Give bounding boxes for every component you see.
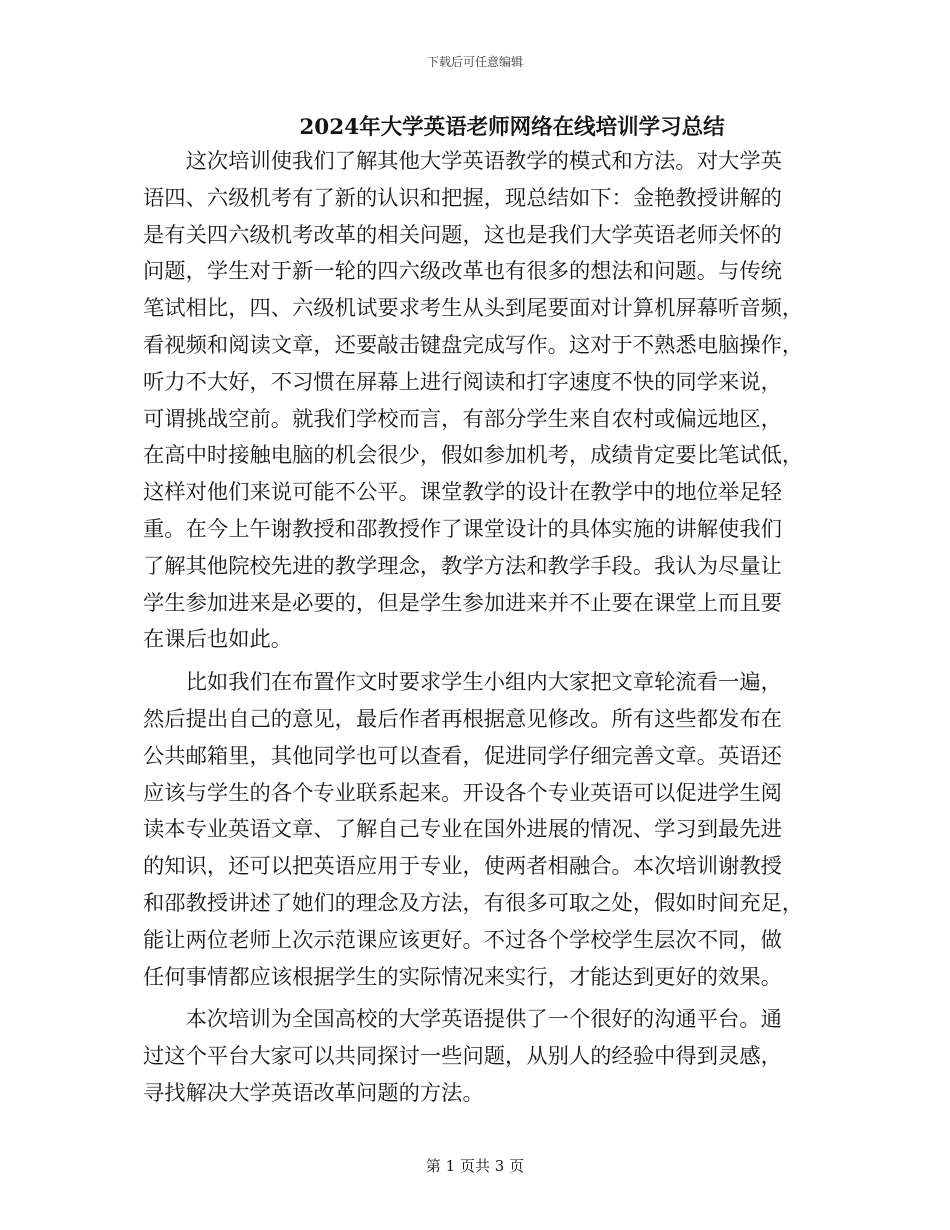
document-title: 2024年大学英语老师网络在线培训学习总结 bbox=[299, 115, 725, 140]
document-body bbox=[143, 144, 805, 1119]
page-number: 第 1 页共 3 页 bbox=[425, 1157, 525, 1175]
paragraph-line: 语四、六级机考有了新的认识和把握，现总结如下：金艳教授讲解的 bbox=[143, 185, 782, 211]
paragraph bbox=[143, 665, 805, 996]
header-note: 下载后可任意编辑 bbox=[426, 55, 523, 69]
paragraph-line: 了解其他院校先进的教学理念，教学方法和教学手段。我认为尽量让 bbox=[143, 553, 782, 579]
paragraph-line: 在课后也如此。 bbox=[143, 627, 293, 653]
paragraph-line: 问题，学生对于新一轮的四六级改革也有很多的想法和问题。与传统 bbox=[143, 259, 782, 285]
paragraph bbox=[143, 144, 805, 659]
paragraph-line: 看视频和阅读文章，还要敲击键盘完成写作。这对于不熟悉电脑操作， bbox=[143, 332, 804, 358]
paragraph-line: 应该与学生的各个专业联系起来。开设各个专业英语可以促进学生阅 bbox=[143, 780, 782, 806]
paragraph-line: 过这个平台大家可以共同探讨一些问题，从别人的经验中得到灵感， bbox=[143, 1044, 782, 1070]
paragraph-line: 读本专业英语文章、了解自己专业在国外进展的情况、学习到最先进 bbox=[143, 817, 782, 843]
paragraph-line: 任何事情都应该根据学生的实际情况来实行，才能达到更好的效果。 bbox=[143, 964, 782, 990]
paragraph-line: 在高中时接触电脑的机会很少，假如参加机考，成绩肯定要比笔试低， bbox=[143, 443, 804, 469]
paragraph-line: 寻找解决大学英语改革问题的方法。 bbox=[143, 1080, 484, 1106]
paragraph-line: 比如我们在布置作文时要求学生小组内大家把文章轮流看一遍， bbox=[185, 670, 782, 696]
paragraph-line: 重。在今上午谢教授和邵教授作了课堂设计的具体实施的讲解使我们 bbox=[143, 516, 782, 542]
paragraph bbox=[143, 1002, 805, 1112]
paragraph-line: 笔试相比，四、六级机试要求考生从头到尾要面对计算机屏幕听音频， bbox=[143, 296, 804, 322]
paragraph-line: 听力不大好，不习惯在屏幕上进行阅读和打字速度不快的同学来说， bbox=[143, 369, 782, 395]
paragraph-line: 可谓挑战空前。就我们学校而言，有部分学生来自农村或偏远地区， bbox=[143, 406, 782, 432]
paragraph-line: 和邵教授讲述了她们的理念及方法，有很多可取之处，假如时间充足， bbox=[143, 890, 804, 916]
paragraph-line: 的知识，还可以把英语应用于专业，使两者相融合。本次培训谢教授 bbox=[143, 854, 782, 880]
paragraph-line: 本次培训为全国高校的大学英语提供了一个很好的沟通平台。通 bbox=[185, 1007, 782, 1033]
paragraph-line: 是有关四六级机考改革的相关问题，这也是我们大学英语老师关怀的 bbox=[143, 222, 782, 248]
paragraph-line: 然后提出自己的意见，最后作者再根据意见修改。所有这些都发布在 bbox=[143, 706, 782, 732]
paragraph-line: 公共邮箱里，其他同学也可以查看，促进同学仔细完善文章。英语还 bbox=[143, 743, 782, 769]
paragraph-line: 学生参加进来是必要的，但是学生参加进来并不止要在课堂上而且要 bbox=[143, 590, 782, 616]
paragraph-line: 这次培训使我们了解其他大学英语教学的模式和方法。对大学英 bbox=[185, 149, 782, 174]
paragraph-line: 这样对他们来说可能不公平。课堂教学的设计在教学中的地位举足轻 bbox=[143, 480, 782, 506]
paragraph-line: 能让两位老师上次示范课应该更好。不过各个学校学生层次不同，做 bbox=[143, 927, 782, 953]
